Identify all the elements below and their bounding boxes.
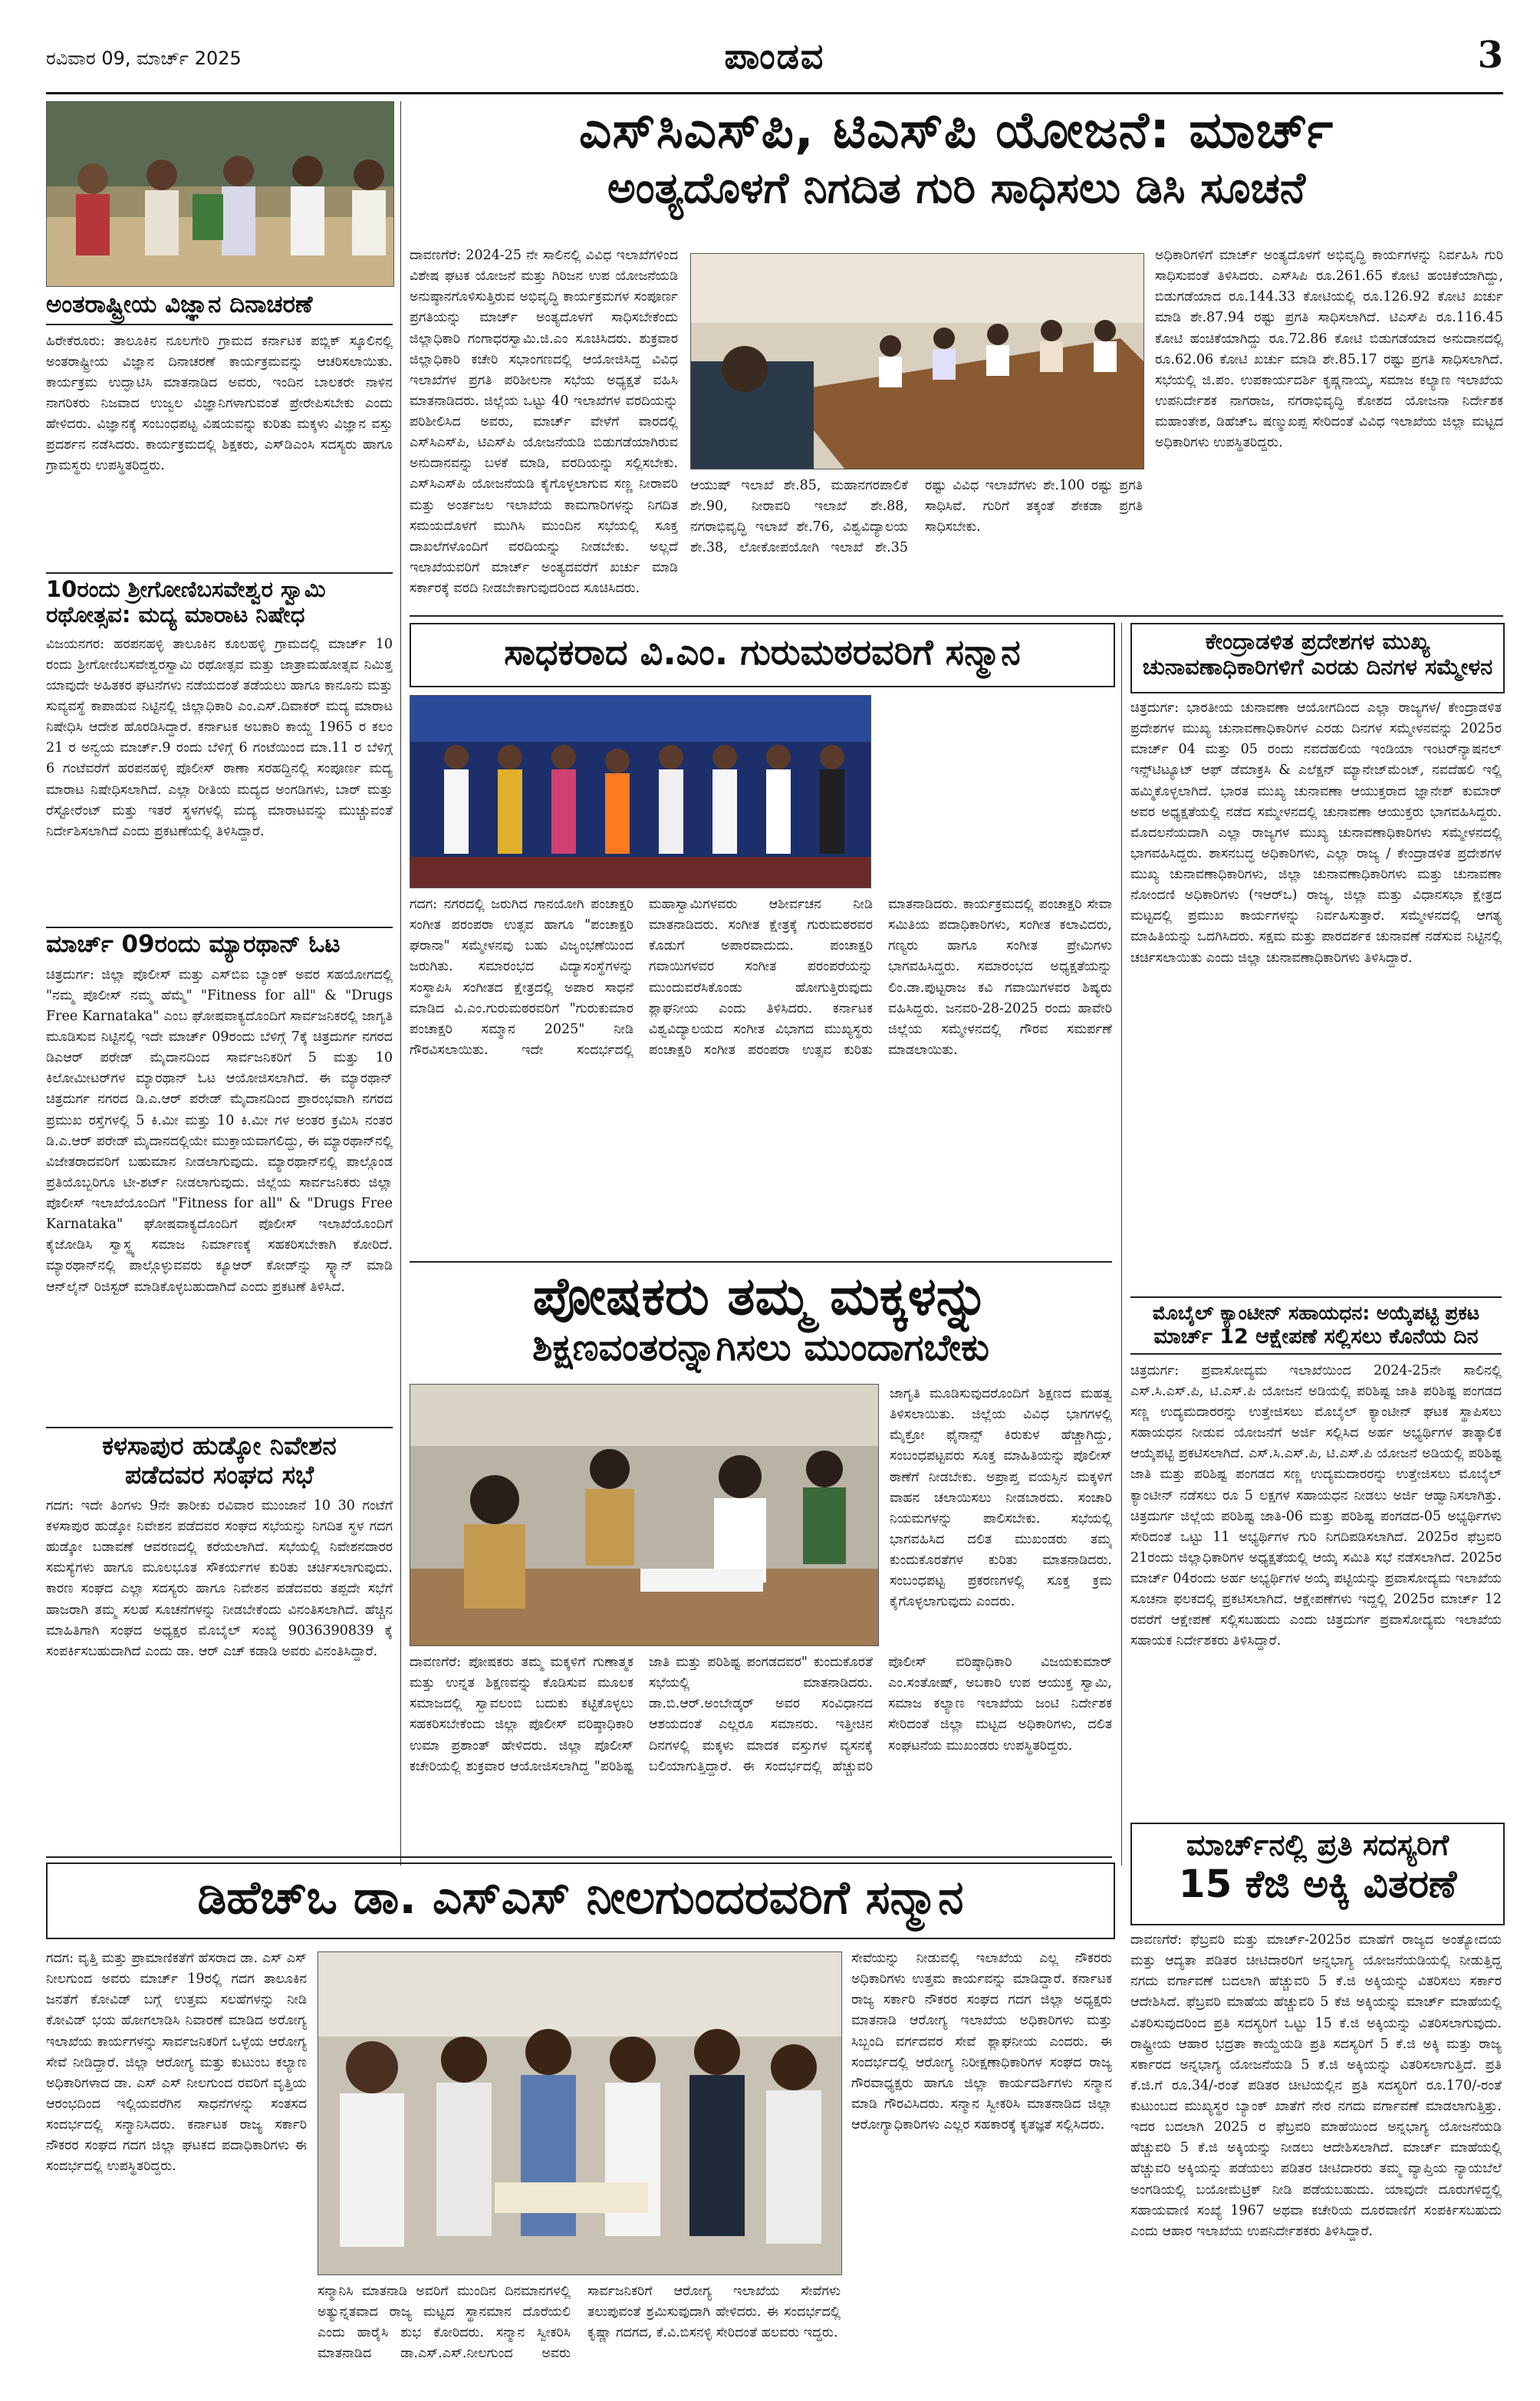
kendra-headline-box — [1130, 623, 1505, 693]
newspaper-name: ಪಾಂಡವ — [724, 35, 825, 77]
lead-headline-2: ಅಂತ್ಯದೊಳಗೆ ನಿಗದಿತ ಗುರಿ ಸಾಧಿಸಲು ಡಿಸಿ ಸೂಚನೆ — [607, 163, 1306, 213]
dho-headline-box — [46, 1863, 1115, 1939]
hudco-text: ಗದಗ: ಇದೇ ತಿಂಗಳು 9ನೇ ತಾರೀಕು ರವಿವಾರ ಮುಂಜಾನೆ 10 30 ಗಂಟೆಗೆ ಕಳಸಾಪುರ ಹುಡ್ಕೋ ನಿವೇಶನ ಪಡೆದವರ ಸಂಘದ ಸಭೆಯನ್ನು ನಿಗದಿತ ಸ್ಥಳ ಗದಗ ಹುಡ್ಕೋ ಬಡಾವಣೆ ಆವರಣದಲ್ಲಿ ಕರೆಯಲಾಗಿದೆ. ಸಭೆಯಲ್ಲಿ ನಿವೇಶನದಾರರ ಸಮಸ್ಯೆಗಳು ಹಾಗೂ ಮೂಲಭೂತ ಸೌಕರ್ಯಗಳ ಕುರಿತು ಚರ್ಚಿಸಲಾಗುವುದು. ಕಾರಣ ಸಂಘದ ಎಲ್ಲಾ ಸದಸ್ಯರು ಹಾಗೂ ನಿವೇಶನ ಪಡೆದವರು ತಪ್ಪದೇ ಸಭೆಗೆ ಹಾಜರಾಗಿ ತಮ್ಮ ಸಲಹೆ ಸೂಚನೆಗಳನ್ನು ನೀಡಬೇಕೆಂದು ವಿನಂತಿಸಲಾಗಿದೆ. ಹೆಚ್ಚಿನ ಮಾಹಿತಿಗಾಗಿ ಸಂಘದ ಅಧ್ಯಕ್ಷರ ಮೊಬೈಲ್ ಸಂಖ್ಯೆ 9036390839 ಕ್ಕೆ ಸಂಪರ್ಕಿಸಬಹುದಾಗಿದೆ ಎಂದು ಡಾ. ಆರ್ ಎಚ್ ಕಡಾಡಿ ಅವರು ವಿನಂತಿಸಿದ್ದಾರೆ. — [46, 1497, 393, 1659]
rice-headline-2: 15 ಕೆಜಿ ಅಕ್ಕಿ ವಿತರಣೆ — [1178, 1861, 1457, 1906]
dho-honour-photo — [318, 1951, 842, 2275]
ratha-text: ವಿಜಯನಗರ: ಹರಪನಹಳ್ಳಿ ತಾಲೂಕಿನ ಕೂಲಹಳ್ಳಿ ಗ್ರಾಮದಲ್ಲಿ ಮಾರ್ಚ್ 10 ರಂದು ಶ್ರೀಗೋಣಿಬಸವೇಶ್ವರಸ್ವಾಮಿ ರಥೋತ್ಸವ ಮತ್ತು ಜಾತ್ರಾಮಹೋತ್ಸವ ನಿಮಿತ್ತ ಯಾವುದೇ ಅಹಿತಕರ ಘಟನೆಗಳು ನಡೆಯದಂತೆ ತಡೆಯಲು ಹಾಗೂ ಕಾನೂನು ಮತ್ತು ಸುವ್ಯವಸ್ಥೆ ಕಾಪಾಡುವ ನಿಟ್ಟಿನಲ್ಲಿ ಜಿಲ್ಲಾಧಿಕಾರಿ ಎಂ.ಎಸ್.ದಿವಾಕರ್ ಮದ್ಯ ಮಾರಾಟ ನಿಷೇಧಿಸಿ ಆದೇಶ ಹೊರಡಿಸಿದ್ದಾರೆ. ಕರ್ನಾಟಕ ಅಬಕಾರಿ ಕಾಯ್ದೆ 1965 ರ ಕಲಂ 21 ರ ಅನ್ವಯ ಮಾರ್ಚ್.9 ರಂದು ಬೆಳಿಗ್ಗೆ 6 ಗಂಟೆಯಿಂದ ಮಾ.11 ರ ಬೆಳಿಗ್ಗೆ 6 ಗಂಟೆವರೆಗೆ ಹರಪನಹಳ್ಳಿ ಪೊಲೀಸ್ ಠಾಣಾ ಸರಹದ್ದಿನಲ್ಲಿ ಸಂಪೂರ್ಣ ಮದ್ಯ ಮಾರಾಟ ನಿಷೇಧಿಸಲಾಗಿದೆ. ಎಲ್ಲಾ ರೀತಿಯ ಮದ್ಯದ ಅಂಗಡಿಗಳು, ಬಾರ್ ಮತ್ತು ರೆಸ್ಟೋರೆಂಟ್ ಮತ್ತು ಇತರೆ ಸ್ಥಳಗಳಲ್ಲಿ ಮದ್ಯ ಮಾರಾಟವನ್ನು ಮುಚ್ಚುವಂತೆ ನಿರ್ದೇಶಿಸಲಾಗಿದೆ ಎಂದು ಪ್ರಕಟಣೆಯಲ್ಲಿ ತಿಳಿಸಿದ್ದಾರೆ. — [46, 636, 393, 839]
mobile-canteen-story — [1130, 1303, 1502, 1809]
divider — [46, 572, 393, 574]
rice-headline-1: ಮಾರ್ಚ್‌ನಲ್ಲಿ ಪ್ರತಿ ಸದಸ್ಯರಿಗೆ — [1186, 1828, 1450, 1862]
marathon-headline: ಮಾರ್ಚ್ 09ರಂದು ಮ್ಯಾರಥಾನ್ ಓಟ — [46, 931, 341, 958]
lead-mid-text: ಆಯುಷ್ ಇಲಾಖೆ ಶೇ.85, ಮಹಾನಗರಪಾಲಿಕೆ ಶೇ.90, ನೀರಾವರಿ ಇಲಾಖೆ ಶೇ.88, ನಗರಾಭಿವೃದ್ಧಿ ಇಲಾಖೆ ಶೇ.76, ವಿಶ್ವವಿದ್ಯಾಲಯ ಶೇ.38, ಲೋಕೋಪಯೋಗಿ ಇಲಾಖೆ ಶೇ.35 ರಷ್ಟು ವಿವಿಧ ಇಲಾಖೆಗಳು ಶೇ.100 ರಷ್ಟು ಪ್ರಗತಿ ಸಾಧಿಸಿವೆ. ಗುರಿಗೆ ತಕ್ಕಂತೆ ಶೇಕಡಾ ಪ್ರಗತಿ ಸಾಧಿಸಬೇಕು. — [690, 478, 1143, 556]
divider — [46, 1427, 393, 1428]
dho-left-text: ಗದಗ: ವೃತ್ತಿ ಮತ್ತು ಪ್ರಾಮಾಣಿಕತೆಗೆ ಹೆಸರಾದ ಡಾ. ಎಸ್ ಎಸ್ ನೀಲಗುಂದ ಅವರು ಮಾರ್ಚ್ 19ರಲ್ಲಿ ಗದಗ ತಾಲೂಕಿನ ಜನತೆಗೆ ಕೋವಿಡ್ ಬಗ್ಗೆ ಉತ್ತಮ ಸಲಹೆಗಳನ್ನು ನೀಡಿ ಕೋವಿಡ್ ಭಯ ಹೋಗಲಾಡಿಸಿ ನಿವಾರಣೆ ಮಾಡಿದ ಅರೋಗ್ಯ ಇಲಾಖೆಯ ಕಾರ್ಯಗಳನ್ನು ಸಾರ್ವಜನಿಕರಿಗೆ ಒಳ್ಳೆಯ ಆರೋಗ್ಯ ಸೇವೆ ನೀಡಿದ್ದಾರೆ. ಜಿಲ್ಲಾ ಆರೋಗ್ಯ ಮತ್ತು ಕುಟುಂಬ ಕಲ್ಯಾಣ ಅಧಿಕಾರಿಗಳಾದ ಡಾ. ಎಸ್ ಎಸ್ ನೀಲಗುಂದ ರವರಿಗೆ ವೃತ್ತಿಯ ಆರಂಭದಿಂದ ಇಲ್ಲಿಯವರೆಗಿನ ಸಾಧನೆಗಳನ್ನು ಸಂತಸದ ಸಂದರ್ಭದಲ್ಲಿ ಸನ್ಮಾನಿಸಿದರು. ಕರ್ನಾಟಕ ರಾಜ್ಯ ಸರ್ಕಾರಿ ನೌಕರರ ಸಂಘದ ಗದಗ ಜಿಲ್ಲಾ ಘಟಕದ ಪದಾಧಿಕಾರಿಗಳು ಈ ಸಂದರ್ಭದಲ್ಲಿ ಉಪಸ್ಥಿತರಿದ್ದರು. — [46, 1951, 307, 2175]
column-divider — [400, 101, 401, 1866]
ratha-story — [46, 577, 393, 922]
masthead — [46, 31, 1503, 94]
hudco-story — [46, 1431, 393, 1861]
column-divider — [1121, 623, 1122, 1866]
parents-headline-2: ಶಿಕ್ಷಣವಂತರನ್ನಾಗಿಸಲು ಮುಂದಾಗಬೇಕು — [532, 1327, 989, 1369]
science-day-photo — [46, 101, 394, 287]
kendra-headline: ಕೇಂದ್ರಾಡಳಿತ ಪ್ರದೇಶಗಳ ಮುಖ್ಯ ಚುನಾವಣಾಧಿಕಾರಿಗಳಿಗೆ ಎರಡು ದಿನಗಳ ಸಮ್ಮೇಳನ — [1142, 628, 1493, 680]
dho-under-text: ಸನ್ಮಾನಿಸಿ ಮಾತನಾಡಿ ಅವರಿಗೆ ಮುಂದಿನ ದಿನಮಾನಗಳಲ್ಲಿ ಅತ್ಯುನ್ನತವಾದ ರಾಜ್ಯ ಮಟ್ಟದ ಸ್ಥಾನಮಾನ ದೊರೆಯಲಿ ಎಂದು ಹಾರೈಸಿ ಶುಭ ಕೋರಿದರು. ಸನ್ಮಾನ ಸ್ವೀಕರಿಸಿ ಮಾತನಾಡಿದ ಡಾ.ಎಸ್.ಎಸ್.ನೀಲಗುಂದ ಅವರು ಸಾರ್ವಜನಿಕರಿಗೆ ಆರೋಗ್ಯ ಇಲಾಖೆಯ ಸೇವೆಗಳು ತಲುಪುವಂತೆ ಶ್ರಮಿಸುವುದಾಗಿ ಹೇಳಿದರು. ಈ ಸಂದರ್ಭದಲ್ಲಿ ಕೃಷ್ಣಾ ಗದಗದ, ಕೆ.ವಿ.ಬಿಸನಳ್ಳಿ ಸೇರಿದಂತೆ ಹಲವರು ಇದ್ದರು. — [318, 2284, 841, 2362]
parents-subhead — [410, 1327, 1112, 1381]
police-meeting-photo — [410, 1384, 879, 1646]
divider — [410, 1261, 1112, 1263]
marathon-story — [46, 931, 393, 1422]
parents-headline-1: ಪೋಷಕರು ತಮ್ಮ ಮಕ್ಕಳನ್ನು — [532, 1267, 989, 1327]
divider — [410, 615, 1503, 617]
science-day-story — [46, 291, 393, 568]
rice-headline-box — [1130, 1823, 1505, 1925]
lead-headline-1: ಎಸ್‌ಸಿಎಸ್‌ಪಿ, ಟಿಎಸ್‌ಪಿ ಯೋಜನೆ: ಮಾರ್ಚ್ — [578, 101, 1334, 160]
issue-date: ರವಿವಾರ 09, ಮಾರ್ಚ್ 2025 — [46, 48, 242, 69]
mobile-canteen-headline-1: ಮೊಬೈಲ್ ಕ್ಯಾಂಟೀನ್ ಸಹಾಯಧನ: ಅಯ್ಕೆಪಟ್ಟಿ ಪ್ರಕಟ — [1152, 1303, 1480, 1324]
mobile-canteen-headline-2: ಮಾರ್ಚ್ 12 ಆಕ್ಷೇಪಣೆ ಸಲ್ಲಿಸಲು ಕೊನೆಯ ದಿನ — [1130, 1325, 1502, 1355]
dho-headline: ಡಿಹೆಚ್‌ಒ ಡಾ. ಎಸ್‌ಎಸ್ ನೀಲಗುಂದರವರಿಗೆ ಸನ್ಮಾನ — [197, 1871, 964, 1925]
divider — [46, 1856, 1112, 1858]
review-meeting-photo — [690, 253, 1144, 469]
science-day-headline: ಅಂತರಾಷ್ಟ್ರೀಯ ವಿಜ್ಞಾನ ದಿನಾಚರಣೆ — [46, 291, 393, 325]
page-number: 3 — [1477, 34, 1503, 77]
mobile-canteen-text: ಚಿತ್ರದುರ್ಗ: ಪ್ರವಾಸೋದ್ಯಮ ಇಲಾಖೆಯಿಂದ 2024-25ನೇ ಸಾಲಿನಲ್ಲಿ ಎಸ್.ಸಿ.ಎಸ್.ಪಿ, ಟಿ.ಎಸ್.ಪಿ ಯೋಜನೆ ಅಡಿಯಲ್ಲಿ ಪರಿಶಿಷ್ಟ ಜಾತಿ ಪರಿಶಿಷ್ಟ ಪಂಗಡದ ಸಣ್ಣ ಉದ್ಯಮದಾರರನ್ನು ಉತ್ತೇಜಿಸಲು ಮೊಬೈಲ್ ಕ್ಯಾಂಟೀನ್ ಘಟಕ ಸ್ಥಾಪಿಸಲು ಸಹಾಯಧನ ನೀಡುವ ಯೋಜನೆಗೆ ಅರ್ಜಿ ಸಲ್ಲಿಸಿದ ಅರ್ಹ ಅಭ್ಯರ್ಥಿಗಳ ತಾತ್ಕಾಲಿಕ ಆಯ್ಕೆಪಟ್ಟಿ ಪ್ರಕಟಿಸಲಾಗಿದೆ. ಎಸ್.ಸಿ.ಎಸ್.ಪಿ, ಟಿ.ಎಸ್.ಪಿ ಯೋಜನೆ ಅಡಿಯಲ್ಲಿ ಪರಿಶಿಷ್ಟ ಜಾತಿ ಮತ್ತು ಪರಿಶಿಷ್ಟ ಪಂಗಡದ ಸಣ್ಣ ಉದ್ಯಮದಾರರನ್ನು ಉತ್ತೇಜಿಸಲು ಮೊಬೈಲ್ ಕ್ಯಾಂಟೀನ್ ನಡೆಸಲು ರೂ 5 ಲಕ್ಷಗಳ ಸಹಾಯಧನ ನೀಡಲು ಅರ್ಜಿ ಆಹ್ವಾನಿಸಲಾಗಿತ್ತು. ಚಿತ್ರದುರ್ಗ ಜಿಲ್ಲೆಯ ಪರಿಶಿಷ್ಟ ಜಾತಿ-06 ಮತ್ತು ಪರಿಶಿಷ್ಟ ಪಂಗಡದ-05 ಅಭ್ಯರ್ಥಿಗಳು ಸೇರಿದಂತೆ ಒಟ್ಟು 11 ಅಭ್ಯರ್ಥಿಗಳ ಗುರಿ ನಿಗದಿಪಡಿಸಲಾಗಿದೆ. 2025ರ ಫೆಬ್ರವರಿ 21ರಂದು ಜಿಲ್ಲಾಧಿಕಾರಿಗಳ ಅಧ್ಯಕ್ಷತೆಯಲ್ಲಿ ಆಯ್ಕೆ ಸಮಿತಿ ಸಭೆ ನಡೆಸಲಾಗಿದೆ. 2025ರ ಮಾರ್ಚ್ 04ರಂದು ಅರ್ಹ ಅಭ್ಯರ್ಥಿಗಳ ಅಯ್ಕೆ ಪಟ್ಟಿಯನ್ನು ಪ್ರವಾಸೋದ್ಯಮ ಇಲಾಖೆಯ ಸೂಚನಾ ಫಲಕದಲ್ಲಿ ಪ್ರಕಟಿಸಲಾಗಿದೆ. ಆಕ್ಷೇಪಣೆಗಳು ಇದ್ದಲ್ಲಿ 2025ರ ಮಾರ್ಚ್ 12 ರವರೆಗೆ ಆಕ್ಷೇಪಣೆ ಸಲ್ಲಿಸಬಹುದು ಎಂದು ಚಿತ್ರದುರ್ಗ ಪ್ರವಾಸೋದ್ಯಮ ಇಲಾಖೆಯ ಸಹಾಯಕ ನಿರ್ದೇಶಕರು ತಿಳಿಸಿದ್ದಾರೆ. — [1130, 1362, 1502, 1649]
science-day-text: ಹಿರೇಕೆರೂರು: ತಾಲೂಕಿನ ನೂಲಗೇರಿ ಗ್ರಾಮದ ಕರ್ನಾಟಕ ಪಬ್ಲಿಕ್ ಸ್ಕೂಲಿನಲ್ಲಿ ಅಂತರಾಷ್ಟ್ರೀಯ ವಿಜ್ಞಾನ ದಿನಾಚರಣೆ ಕಾರ್ಯಕ್ರಮವನ್ನು ಆಚರಿಸಲಾಯಿತು. ಕಾರ್ಯಕ್ರಮ ಉದ್ಘಾಟಿಸಿ ಮಾತನಾಡಿದ ಅವರು, ಇಂದಿನ ಬಾಲಕರೇ ನಾಳಿನ ನಾಗರಿಕರು ನಿಜವಾದ ಉಜ್ವಲ ವಿಜ್ಞಾನಿಗಳಾಗುವಂತೆ ಪ್ರೇರೇಪಿಸಬೇಕು ಎಂದು ಹೇಳಿದರು. ವಿಜ್ಞಾನಕ್ಕೆ ಸಂಬಂಧಪಟ್ಟ ವಿಷಯವನ್ನು ಕುರಿತು ಮಕ್ಕಳು ವಿಜ್ಞಾನ ವಸ್ತು ಪ್ರದರ್ಶನ ನಡೆಸಿದರು. ಕಾರ್ಯಕ್ರಮದಲ್ಲಿ ಶಿಕ್ಷಕರು, ಎಸ್‌ಡಿಎಂಸಿ ಸದಸ್ಯರು ಹಾಗೂ ಗ್ರಾಮಸ್ಥರು ಉಪಸ್ಥಿತರಿದ್ದರು. — [46, 333, 393, 474]
lead-left-text: ದಾವಣಗೆರೆ: 2024-25 ನೇ ಸಾಲಿನಲ್ಲಿ ವಿವಿಧ ಇಲಾಖೆಗಳಿಂದ ವಿಶೇಷ ಘಟಕ ಯೋಜನೆ ಮತ್ತು ಗಿರಿಜನ ಉಪ ಯೋಜನೆಯಡಿ ಅನುಷ್ಠಾನಗೊಳಿಸುತ್ತಿರುವ ಅಭಿವೃದ್ಧಿ ಕಾರ್ಯಕ್ರಮಗಳ ಸಂಪೂರ್ಣ ಪ್ರಗತಿಯನ್ನು ಮಾರ್ಚ್ ಅಂತ್ಯದೊಳಗೆ ಸಾಧಿಸಬೇಕೆಂದು ಜಿಲ್ಲಾಧಿಕಾರಿ ಗಂಗಾಧರಸ್ವಾಮಿ.ಜಿ.ಎಂ ಸೂಚಿಸಿದರು. ಶುಕ್ರವಾರ ಜಿಲ್ಲಾಧಿಕಾರಿ ಕಚೇರಿ ಸಭಾಂಗಣದಲ್ಲಿ ಆಯೋಜಿಸಿದ್ದ ವಿವಿಧ ಇಲಾಖೆಗಳ ಪ್ರಗತಿ ಪರಿಶೀಲನಾ ಸಭೆಯ ಅಧ್ಯಕ್ಷತೆ ವಹಿಸಿ ಮಾತನಾಡಿದರು. ಜಿಲ್ಲೆಯ ಒಟ್ಟು 40 ಇಲಾಖೆಗಳ ವರದಿಯನ್ನು ಪರಿಶೀಲಿಸಿದ ಅವರು, ಮಾರ್ಚ್ ವೇಳೆಗೆ ವಾರದಲ್ಲಿ ಎಸ್‌ಸಿಎಸ್‌ಪಿ, ಟಿಎಸ್‌ಪಿ ಯೋಜನೆಯಡಿ ಬಿಡುಗಡೆಯಾಗಿರುವ ಅನುದಾನವನ್ನು ಬಳಕೆ ಮಾಡಿ, ವರದಿಯನ್ನು ಸಲ್ಲಿಸಬೇಕು. ಎಸ್‌ಸಿಎಸ್‌ಪಿ ಯೋಜನೆಯಡಿ ಕೈಗೊಳ್ಳಲಾಗುವ ಸಣ್ಣ ನೀರಾವರಿ ಮತ್ತು ಅಂರ್ತಜಲ ಇಲಾಖೆಯ ಕಾಮಗಾರಿಗಳನ್ನು ನಿಗದಿತ ಸಮಯದೊಳಗೆ ಮುಗಿಸಿ ಮುಂದಿನ ಸಭೆಯಲ್ಲಿ ಸೂಕ್ತ ದಾಖಲೆಗಳೊಂದಿಗೆ ವರದಿಯನ್ನು ನೀಡಬೇಕು. ಅಲ್ಲದೆ ಇಲಾಖೆಯವರಿಗೆ ಮಾರ್ಚ್ ಅಂತ್ಯದವರೆಗೆ ಖರ್ಚು ಮಾಡಿ ಸರ್ಕಾರಕ್ಕೆ ವರದಿ ನೀಡಬೇಕಾಗುವುದರಿಂದ ಸೂಚಿಸಿದರು. — [410, 248, 678, 596]
gurumath-headline-box — [410, 623, 1115, 687]
parents-bottom-text: ದಾವಣಗೆರೆ: ಪೋಷಕರು ತಮ್ಮ ಮಕ್ಕಳಿಗೆ ಗುಣಾತ್ಮಕ ಮತ್ತು ಉನ್ನತ ಶಿಕ್ಷಣವನ್ನು ಕೊಡಿಸುವ ಮೂಲಕ ಸಮಾಜದಲ್ಲಿ ಸ್ವಾವಲಂಬಿ ಬದುಕು ಕಟ್ಟಿಕೊಳ್ಳಲು ಸಹಕರಿಸಬೇಕೆಂದು ಜಿಲ್ಲಾ ಪೊಲೀಸ್ ವರಿಷ್ಠಾಧಿಕಾರಿ ಉಮಾ ಪ್ರಶಾಂತ್ ಹೇಳಿದರು. ಜಿಲ್ಲಾ ಪೊಲೀಸ್ ಕಚೇರಿಯಲ್ಲಿ ಶುಕ್ರವಾರ ಆಯೋಜಿಸಲಾಗಿದ್ದ "ಪರಿಶಿಷ್ಟ ಜಾತಿ ಮತ್ತು ಪರಿಶಿಷ್ಟ ಪಂಗಡದವರ" ಕುಂದುಕೊರತೆ ಸಭೆಯಲ್ಲಿ ಮಾತನಾಡಿದರು. ಡಾ.ಬಿ.ಆರ್.ಅಂಬೇಡ್ಕರ್ ಅವರ ಸಂವಿಧಾನದ ಆಶಯದಂತೆ ಎಲ್ಲರೂ ಸಮಾನರು. ಇತ್ತೀಚಿನ ದಿನಗಳಲ್ಲಿ ಮಕ್ಕಳು ಮಾದಕ ವಸ್ತುಗಳ ವ್ಯಸನಕ್ಕೆ ಬಲಿಯಾಗುತ್ತಿದ್ದಾರೆ. ಈ ಸಂದರ್ಭದಲ್ಲಿ ಹೆಚ್ಚುವರಿ ಪೊಲೀಸ್ ವರಿಷ್ಠಾಧಿಕಾರಿ ವಿಜಯಕುಮಾರ್ ಎಂ.ಸಂತೋಷ್, ಅಬಕಾರಿ ಉಪ ಆಯುಕ್ತ ಸ್ವಾಮಿ, ಸಮಾಜ ಕಲ್ಯಾಣ ಇಲಾಖೆಯ ಜಂಟಿ ನಿರ್ದೇಶಕ ಸೇರಿದಂತೆ ಜಿಲ್ಲಾ ಮಟ್ಟದ ಅಧಿಕಾರಿಗಳು, ದಲಿತ ಸಂಘಟನೆಯ ಮುಖಂಡರು ಉಪಸ್ಥಿತರಿದ್ದರು. — [410, 1655, 1112, 1774]
kendra-text: ಚಿತ್ರದುರ್ಗ: ಭಾರತೀಯ ಚುನಾವಣಾ ಆಯೋಗದಿಂದ ಎಲ್ಲಾ ರಾಜ್ಯಗಳ/ ಕೇಂದ್ರಾಡಳಿತ ಪ್ರದೇಶಗಳ ಮುಖ್ಯ ಚುನಾವಣಾಧಿಕಾರಿಗಳ ಎರಡು ದಿನಗಳ ಸಮ್ಮೇಳನವನ್ನು 2025ರ ಮಾರ್ಚ್ 04 ಮತ್ತು 05 ರಂದು ನವದೆಹಲಿಯ ಇಂಡಿಯಾ ಇಂಟರ್‌ನ್ಯಾಷನಲ್ ಇನ್ಸ್‌ಟಿಟ್ಯೂಟ್ ಆಫ್ ಡೆಮಾಕ್ರಸಿ & ಎಲೆಕ್ಷನ್ ಮ್ಯಾನೇಜ್‌ಮೆಂಟ್, ನವದೆಹಲಿ ಇಲ್ಲಿ ಹಮ್ಮಿಕೊಳ್ಳಲಾಗಿದೆ. ಭಾರತ ಮುಖ್ಯ ಚುನಾವಣಾ ಆಯುಕ್ತರಾದ ಜ್ಞಾನೇಶ್ ಕುಮಾರ್ ಅವರ ಅಧ್ಯಕ್ಷತೆಯಲ್ಲಿ ನಡೆದ ಸಮ್ಮೇಳನದಲ್ಲಿ ಚುನಾವಣಾ ಆಯುಕ್ತರು ಭಾಗವಹಿಸಿದ್ದರು. ಮೊದಲನೆಯದಾಗಿ ಎಲ್ಲಾ ರಾಜ್ಯಗಳ ಮುಖ್ಯ ಚುನಾವಣಾಧಿಕಾರಿಗಳು ಸಮ್ಮೇಳನದಲ್ಲಿ ಭಾಗವಹಿಸಿದ್ದರು. ಶಾಸನಬದ್ಧ ಅಧಿಕಾರಿಗಳು, ಎಲ್ಲಾ ರಾಜ್ಯ / ಕೇಂದ್ರಾಡಳಿತ ಪ್ರದೇಶಗಳ ಮುಖ್ಯ ಚುನಾವಣಾಧಿಕಾರಿಗಳು, ಜಿಲ್ಲಾ ಚುನಾವಣಾಧಿಕಾರಿಗಳು ಮತ್ತು ಚುನಾವಣಾ ನೋಂದಣಿ ಅಧಿಕಾರಿಗಳು (ಇಆರ್‌ಒ) ರಾಜ್ಯ, ಜಿಲ್ಲಾ ಮತ್ತು ವಿಧಾನಸಭಾ ಕ್ಷೇತ್ರದ ಮಟ್ಟದಲ್ಲಿ ಪ್ರಮುಖ ಕಾರ್ಯಗಳನ್ನು ನಿರ್ವಹಿಸುತ್ತಾರೆ. ಸಮ್ಮೇಳನದಲ್ಲಿ ಆಗತ್ಯ ಮಾಹಿತಿಯನ್ನು ಒದಗಿಸಿದರು. ಸಕ್ಷಮ ಮತ್ತು ಪಾರದರ್ಶಕ ಚುನಾವಣೆ ನಡೆಸುವ ನಿಟ್ಟಿನಲ್ಲಿ ಚರ್ಚಿಸಲಾಯಿತು ಎಂದು ಜಿಲ್ಲಾ ಚುನಾವಣಾಧಿಕಾರಿಗಳು ತಿಳಿಸಿದ್ದಾರೆ. — [1130, 700, 1502, 966]
divider — [1130, 1296, 1502, 1298]
hudco-headline-2: ಪಡೆದವರ ಸಂಘದ ಸಭೆ — [124, 1459, 314, 1490]
marathon-text: ಚಿತ್ರದುರ್ಗ: ಜಿಲ್ಲಾ ಪೊಲೀಸ್ ಮತ್ತು ಎಸ್‌ಬಿಐ ಬ್ಯಾಂಕ್ ಅವರ ಸಹಯೋಗದಲ್ಲಿ "ನಮ್ಮ ಪೊಲೀಸ್ ನಮ್ಮ ಹೆಮ್ಮೆ" "Fitness for all" & "Drugs Free Karnataka" ಎಂಬ ಘೋಷವಾಕ್ಯದೊಂದಿಗೆ ಸಾರ್ವಜನಿಕರಲ್ಲಿ ಜಾಗೃತಿ ಮೂಡಿಸುವ ನಿಟ್ಟಿನಲ್ಲಿ ಇದೇ ಮಾರ್ಚ್ 09ರಂದು ಬೆಳಿಗ್ಗೆ 7ಕ್ಕೆ ಚಿತ್ರದುರ್ಗ ನಗರದ ಡಿಎಆರ್ ಪರೇಡ್ ಮೈದಾನದಿಂದ ಸಾರ್ವಜನಿಕರಿಗೆ 5 ಮತ್ತು 10 ಕಿಲೋಮೀಟರ್‌ಗಳ ಮ್ಯಾರಥಾನ್ ಓಟ ಆಯೋಜಿಸಲಾಗಿದೆ. ಈ ಮ್ಯಾರಥಾನ್ ಚಿತ್ರದುರ್ಗ ನಗರದ ಡಿ.ಎ.ಆರ್ ಪರೇಡ್ ಮೈದಾನದಿಂದ ಪ್ರಾರಂಭವಾಗಿ ನಗರದ ಪ್ರಮುಖ ರಸ್ತೆಗಳಲ್ಲಿ 5 ಕಿ.ಮೀ ಮತ್ತು 10 ಕಿ.ಮೀ ಗಳ ಅಂತರ ಕ್ರಮಿಸಿ ನಂತರ ಡಿ.ಎ.ಆರ್ ಪರೇಡ್ ಮೈದಾನದಲ್ಲಿಯೇ ಮುಕ್ತಾಯವಾಗಲಿದ್ದು, ಈ ಮ್ಯಾರಥಾನ್‌ನಲ್ಲಿ ವಿಜೇತರಾದವರಿಗೆ ಬಹುಮಾನ ನೀಡಲಾಗುವುದು. ಮ್ಯಾರಥಾನ್‌ನಲ್ಲಿ ಪಾಲ್ಗೊಂಡ ಪ್ರತಿಯೊಬ್ಬರಿಗೂ ಟೀ-ಶರ್ಟ್ ನೀಡಲಾಗುವುದು. ಜಿಲ್ಲೆಯ ಸಾರ್ವಜನಿಕರು ಜಿಲ್ಲಾ ಪೊಲೀಸ್ ಇಲಾಖೆಯೊಂದಿಗೆ "Fitness for all" & "Drugs Free Karnataka" ಘೋಷವಾಕ್ಯದೊಂದಿಗೆ ಪೊಲೀಸ್ ಇಲಾಖೆಯೊಂದಿಗೆ ಕೈಜೋಡಿಸಿ ಸ್ವಾಸ್ಥ್ಯ ಸಮಾಜ ನಿರ್ಮಾಣಕ್ಕೆ ಸಹಕರಿಸಬೇಕಾಗಿ ಕೋರಿದೆ. ಮ್ಯಾರಥಾನ್‌ನಲ್ಲಿ ಪಾಲ್ಗೊಳ್ಳುವವರು ಕ್ಯೂಆರ್ ಕೋಡ್‌ನ್ನು ಸ್ಕ್ಯಾನ್ ಮಾಡಿ ಆನ್‌ಲೈನ್ ರಿಜಿಸ್ಟರ್ ಮಾಡಿಕೊಳ್ಳಬಹುದಾಗಿದೆ ಎಂದು ಪ್ರಕಟಣೆ ತಿಳಿಸಿದೆ. — [46, 967, 393, 1295]
parents-right-text: ಜಾಗೃತಿ ಮೂಡಿಸುವುದರೊಂದಿಗೆ ಶಿಕ್ಷಣದ ಮಹತ್ವ ತಿಳಿಸಲಾಯಿತು. ಜಿಲ್ಲೆಯ ವಿವಿಧ ಭಾಗಗಳಲ್ಲಿ ಮೈಕ್ರೋ ಫೈನಾನ್ಸ್ ಕಿರುಕುಳ ಹೆಚ್ಚಾಗಿದ್ದು, ಸಂಬಂಧಪಟ್ಟವರು ಸೂಕ್ತ ಮಾಹಿತಿಯನ್ನು ಪೊಲೀಸ್ ಠಾಣೆಗೆ ನೀಡಬೇಕು. ಅಪ್ರಾಪ್ತ ವಯಸ್ಸಿನ ಮಕ್ಕಳಿಗೆ ವಾಹನ ಚಲಾಯಿಸಲು ನೀಡಬಾರದು. ಸಂಚಾರಿ ನಿಯಮಗಳನ್ನು ಪಾಲಿಸಬೇಕು. ಸಭೆಯಲ್ಲಿ ಭಾಗವಹಿಸಿದ ದಲಿತ ಮುಖಂಡರು ತಮ್ಮ ಕುಂದುಕೊರತೆಗಳ ಕುರಿತು ಮಾತನಾಡಿದರು. ಸಂಬಂಧಪಟ್ಟ ಪ್ರಕರಣಗಳಲ್ಲಿ ಸೂಕ್ತ ಕ್ರಮ ಕೈಗೊಳ್ಳಲಾಗುವುದು ಎಂದರು. — [890, 1386, 1112, 1610]
rice-text: ದಾವಣಗೆರೆ: ಫೆಬ್ರವರಿ ಮತ್ತು ಮಾರ್ಚ್-2025ರ ಮಾಹೆಗೆ ರಾಜ್ಯದ ಅಂತ್ಯೋದಯ ಮತ್ತು ಆದ್ಯತಾ ಪಡಿತರ ಚೀಟಿದಾರರಿಗೆ ಅನ್ನಭಾಗ್ಯ ಯೋಜನೆಯಡಿಯಲ್ಲಿ ನೀಡುತ್ತಿದ್ದ ನಗದು ವರ್ಗಾವಣೆ ಬದಲಾಗಿ ಹೆಚ್ಚುವರಿ 5 ಕೆ.ಜಿ ಅಕ್ಕಿಯನ್ನು ವಿತರಿಸಲು ಸರ್ಕಾರ ಆದೇಶಿಸಿದೆ. ಫೆಬ್ರವರಿ ಮಾಹೆಯ ಹೆಚ್ಚುವರಿ 5 ಕೆಜಿ ಅಕ್ಕಿಯನ್ನು ಮಾರ್ಚ್ ಮಾಹೆಯಲ್ಲಿ ವಿತರಿಸುವುದರಿಂದ ಪ್ರತಿ ಸದಸ್ಯರಿಗೆ ಒಟ್ಟು 15 ಕೆ.ಜಿ ಅಕ್ಕಿಯನ್ನು ವಿತರಿಸಲಾಗುವುದು. ರಾಷ್ಟ್ರೀಯ ಆಹಾರ ಭದ್ರತಾ ಕಾಯ್ದೆಯಡಿ ಪ್ರತಿ ಸದಸ್ಯರಿಗೆ 5 ಕೆ.ಜಿ ಅಕ್ಕಿ ಮತ್ತು ರಾಜ್ಯ ಸರ್ಕಾರದ ಅನ್ನಭಾಗ್ಯ ಯೋಜನೆಯಡಿ 5 ಕೆ.ಜಿ ಅಕ್ಕಿಯನ್ನು ವಿತರಿಸಲಾಗುತ್ತಿದೆ. ಪ್ರತಿ ಕೆ.ಜಿ.ಗೆ ರೂ.34/-ರಂತೆ ಪಡಿತರ ಚೀಟಿಯಲ್ಲಿನ ಪ್ರತಿ ಸದಸ್ಯರಿಗೆ ರೂ.170/-ರಂತೆ ಕುಟುಂಬದ ಮುಖ್ಯಸ್ಥರ ಬ್ಯಾಂಕ್ ಖಾತೆಗೆ ನೇರ ನಗದು ವರ್ಗಾವಣೆ ಮಾಡಲಾಗುತ್ತಿತ್ತು. ಇದರ ಬದಲಾಗಿ 2025 ರ ಫೆಬ್ರವರಿ ಮಾಹೆಯಿಂದ ಅನ್ನಭಾಗ್ಯ ಯೋಜನೆಯಡಿ ಹೆಚ್ಚುವರಿ 5 ಕೆ.ಜಿ ಅಕ್ಕಿಯನ್ನು ನೀಡಲು ಆದೇಶಿಸಲಾಗಿದೆ. ಮಾರ್ಚ್ ಮಾಹೆಯಲ್ಲಿ ಹೆಚ್ಚುವರಿ ಅಕ್ಕಿಯನ್ನು ಪಡೆಯಲು ಪಡಿತರ ಚೀಟಿದಾರರು ತಮ್ಮ ವ್ಯಾಪ್ತಿಯ ನ್ಯಾಯಬೆಲೆ ಅಂಗಡಿಯಲ್ಲಿ ಬಯೋಮೆಟ್ರಿಕ್ ನೀಡಿ ಪಡೆಯಬಹುದು. ಯಾವುದೇ ದೂರುಗಳಿದ್ದಲ್ಲಿ ಸಹಾಯವಾಣಿ ಸಂಖ್ಯೆ 1967 ಅಥವಾ ಕಚೇರಿಯ ದೂರವಾಣಿಗೆ ಸಂಪರ್ಕಿಸಬಹುದು ಎಂದು ಆಹಾರ ಇಲಾಖೆಯ ಉಪನಿರ್ದೇಶಕರು ತಿಳಿಸಿದ್ದಾರೆ. — [1130, 1932, 1502, 2239]
ratha-headline: 10ರಂದು ಶ್ರೀಗೋಣಿಬಸವೇಶ್ವರ ಸ್ವಾಮಿ ರಥೋತ್ಸವ: ಮದ್ಯ ಮಾರಾಟ ನಿಷೇಧ — [46, 577, 326, 628]
honour-ceremony-photo — [410, 695, 871, 888]
dho-mid-text: ಸೇವೆಯನ್ನು ನೀಡುವಲ್ಲಿ ಇಲಾಖೆಯ ಎಲ್ಲ ನೌಕರರು ಅಧಿಕಾರಿಗಳು ಉತ್ತಮ ಕಾರ್ಯವನ್ನು ಮಾಡಿದ್ದಾರೆ. ಕರ್ನಾಟಕ ರಾಜ್ಯ ಸರ್ಕಾರಿ ನೌಕರರ ಸಂಘದ ಗದಗ ಜಿಲ್ಲಾ ಅಧ್ಯಕ್ಷರು ಮಾತನಾಡಿ ಆರೋಗ್ಯ ಇಲಾಖೆಯ ಅಧಿಕಾರಿಗಳು ಮತ್ತು ಸಿಬ್ಬಂದಿ ವರ್ಗದವರ ಸೇವೆ ಶ್ಲಾಘನೀಯ ಎಂದರು. ಈ ಸಂದರ್ಭದಲ್ಲಿ ಆರೋಗ್ಯ ನಿರೀಕ್ಷಣಾಧಿಕಾರಿಗಳ ಸಂಘದ ರಾಜ್ಯ ಗೌರವಾಧ್ಯಕ್ಷರು ಹಾಗೂ ಜಿಲ್ಲಾ ಕಾರ್ಯದರ್ಶಿಗಳು ಸನ್ಮಾನ ಮಾಡಿ ಗೌರವಿಸಿದರು. ಸನ್ಮಾನ ಸ್ವೀಕರಿಸಿ ಮಾತನಾಡಿದ ಜಿಲ್ಲಾ ಆರೋಗ್ಯಾಧಿಕಾರಿಗಳು ಎಲ್ಲರ ಸಹಕಾರಕ್ಕೆ ಕೃತಜ್ಞತೆ ಸಲ್ಲಿಸಿದರು. — [851, 1951, 1112, 2133]
gurumath-headline: ಸಾಧಕರಾದ ವಿ.ಎಂ. ಗುರುಮಠರವರಿಗೆ ಸನ್ಮಾನ — [504, 631, 1021, 673]
divider — [46, 927, 393, 928]
lead-right-text: ಅಧಿಕಾರಿಗಳಿಗೆ ಮಾರ್ಚ್ ಅಂತ್ಯದೊಳಗೆ ಅಭಿವೃದ್ಧಿ ಕಾರ್ಯಗಳನ್ನು ನಿರ್ವಹಿಸಿ ಗುರಿ ಸಾಧಿಸುವಂತೆ ತಿಳಿಸಿದರು. ಎಸ್‌ಸಿಪಿ ರೂ.261.65 ಕೋಟಿ ಹಂಚಿಕೆಯಾಗಿದ್ದು, ಬಿಡುಗಡೆಯಾದ ರೂ.144.33 ಕೋಟಿಯಲ್ಲಿ ರೂ.126.92 ಕೋಟಿ ಖರ್ಚು ಮಾಡಿ ಶೇ.87.94 ರಷ್ಟು ಪ್ರಗತಿ ಸಾಧಿಸಲಾಗಿದೆ. ಟಿಎಸ್‌ಪಿ ರೂ.116.45 ಕೋಟಿ ಹಂಚಿಕೆಯಾಗಿದ್ದು ರೂ.72.86 ಕೋಟಿ ಬಿಡುಗಡೆಯಾದ ಅನುದಾನದಲ್ಲಿ ರೂ.62.06 ಕೋಟಿ ಖರ್ಚು ಮಾಡಿ ಶೇ.85.17 ರಷ್ಟು ಪ್ರಗತಿ ಸಾಧಿಸಲಾಗಿದೆ. ಸಭೆಯಲ್ಲಿ ಜಿ.ಪಂ. ಉಪಕಾರ್ಯದರ್ಶಿ ಕೃಷ್ಣನಾಯ್ಕ, ಸಮಾಜ ಕಲ್ಯಾಣ ಇಲಾಖೆಯ ಉಪನಿರ್ದೇಶಕ ನಾಗರಾಜ, ನಗರಾಭಿವೃದ್ಧಿ ಕೋಶದ ಯೋಜನಾ ನಿರ್ದೇಶಕ ಮಹಾಂತೇಶ, ಡಿಹೆಚ್‌ಒ ಷಣ್ಮುಖಪ್ಪ ಸೇರಿದಂತೆ ವಿವಿಧ ಇಲಾಖೆಯ ಜಿಲ್ಲಾ ಮಟ್ಟದ ಅಧಿಕಾರಿಗಳು ಉಪಸ್ಥಿತರಿದ್ದರು. — [1155, 248, 1503, 451]
gurumath-text: ಗದಗ: ನಗರದಲ್ಲಿ ಜರುಗಿದ ಗಾನಯೋಗಿ ಪಂಚಾಕ್ಷರಿ ಸಂಗೀತ ಪರಂಪರಾ ಉತ್ಸವ ಹಾಗೂ "ಪಂಚಾಕ್ಷರಿ ಘರಾನಾ" ಸಮ್ಮೇಳನವು ಬಹು ವಿಜೃಂಭಣೆಯಿಂದ ಜರುಗಿತು. ಸಮಾರಂಭದ ವಿದ್ಯಾಸಂಸ್ಥೆಗಳನ್ನು ಸಂಸ್ಥಾಪಿಸಿ ಸಂಗೀತದ ಕ್ಷೇತ್ರದಲ್ಲಿ ಅಪಾರ ಸಾಧನೆ ಮಾಡಿದ ವಿ.ಎಂ.ಗುರುಮಠರವರಿಗೆ "ಗುರುಕುಮಾರ ಪಂಚಾಕ್ಷರಿ ಸಮ್ಮಾನ 2025" ನೀಡಿ ಗೌರವಿಸಲಾಯಿತು. ಇದೇ ಸಂದರ್ಭದಲ್ಲಿ ಮಹಾಸ್ವಾಮಿಗಳವರು ಆಶೀರ್ವಚನ ನೀಡಿ ಮಾತನಾಡಿದರು. ಸಂಗೀತ ಕ್ಷೇತ್ರಕ್ಕೆ ಗುರುಮಠರವರ ಕೊಡುಗೆ ಅಪಾರವಾದುದು. ಪಂಚಾಕ್ಷರಿ ಗವಾಯಿಗಳವರ ಸಂಗೀತ ಪರಂಪರೆಯನ್ನು ಮುಂದುವರೆಸಿಕೊಂಡು ಹೋಗುತ್ತಿರುವುದು ಶ್ಲಾಘನೀಯ ಎಂದು ತಿಳಿಸಿದರು. ಕರ್ನಾಟಕ ವಿಶ್ವವಿದ್ಯಾಲಯದ ಸಂಗೀತ ವಿಭಾಗದ ಮುಖ್ಯಸ್ಥರು ಪಂಚಾಕ್ಷರಿ ಸಂಗೀತ ಪರಂಪರಾ ಉತ್ಸವ ಕುರಿತು ಮಾತನಾಡಿದರು. ಕಾರ್ಯಕ್ರಮದಲ್ಲಿ ಪಂಚಾಕ್ಷರಿ ಸೇವಾ ಸಮಿತಿಯ ಪದಾಧಿಕಾರಿಗಳು, ಸಂಗೀತ ಕಲಾವಿದರು, ಗಣ್ಯರು ಹಾಗೂ ಸಂಗೀತ ಪ್ರೇಮಿಗಳು ಭಾಗವಹಿಸಿದ್ದರು. ಸಮಾರಂಭದ ಅಧ್ಯಕ್ಷತೆಯನ್ನು ಲಿಂ.ಡಾ.ಪುಟ್ಟರಾಜ ಕವಿ ಗವಾಯಿಗಳವರ ಶಿಷ್ಯರು ವಹಿಸಿದ್ದರು. ಜನವರಿ-28-2025 ರಂದು ಹಾವೇರಿ ಜಿಲ್ಲೆಯ ಸಮ್ಮೇಳನದಲ್ಲಿ ಗೌರವ ಸಮರ್ಪಣೆ ಮಾಡಲಾಯಿತು. — [410, 897, 1112, 1058]
hudco-headline-1: ಕಳಸಾಪುರ ಹುಡ್ಕೋ ನಿವೇಶನ — [102, 1431, 337, 1461]
